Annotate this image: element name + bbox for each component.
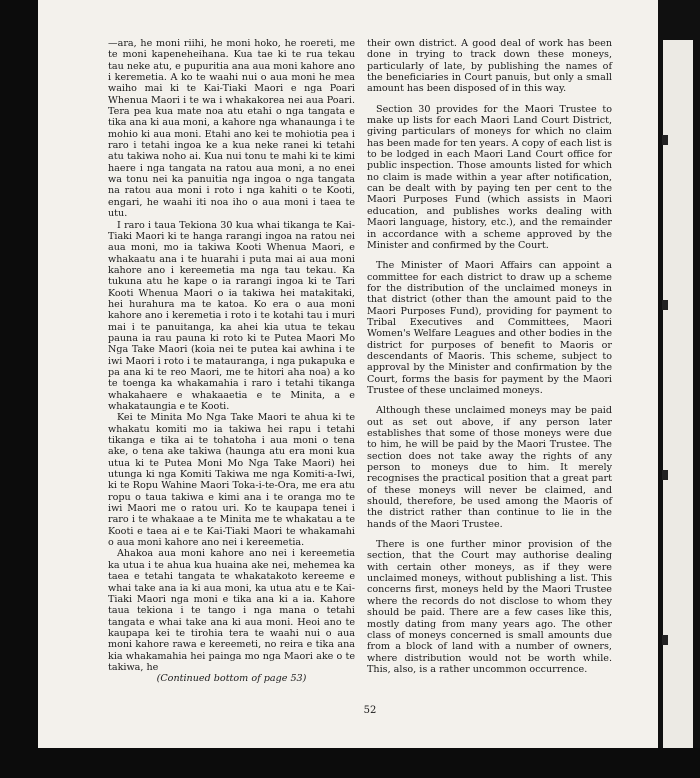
article-paragraph: Although these unclaimed moneys may be paid out as set out above, if any person later establishes that some of those moneys were due to him, he will be paid by the Maori Trustee. The section does not take away the rights of any person to moneys due to him. It merely recognises the practical position that a great part of these moneys will never be claimed, and should, therefore, be used among the Maoris of the district rather than continue to lie in the hands of the Maori Trustee. — [367, 405, 612, 530]
binding-mark — [662, 470, 668, 480]
continued-note: (Continued bottom of page 53) — [156, 673, 307, 685]
article-paragraph: Ahakoa aua moni kahore ano nei i kereemetia ka utua i te ahua kua huaina ake nei, mehemea ka taea e tetahi tangata te whakatakoto kereeme e whai take ana ia ki aua moni, ka utua atu e te Kai-Tiaki Maori nga moni e tika ana ki a ia. Kahore taua tekiona i te tango i nga mana o tetahi tangata e whai take ana ki aua moni. Heoi ano te kaupapa kei te tirohia tera te waahi nui o aua moni kahore rawa e kereemeti, no reira e tika ana kia whakamahia hei painga mo nga Maori ake o te takiwa, he — [108, 548, 355, 673]
article-paragraph: I raro i taua Tekiona 30 kua whai tikanga te Kai-Tiaki Maori ki te hanga rarangi ingoa na ratou nei aua moni, mo ia takiwa Kooti Whenua Maori, e whakaatu ana i te huarahi i puta mai ai aua moni kahore ano i kereemetia ma nga tau tekau. Ka tukuna atu he kape o ia rarangi ingoa ki te Tari Kooti Whenua Maori o ia takiwa hei matakitaki, hei hurahura ma te katoa. Ko era o aua moni kahore ano i keremetia i roto i te kotahi tau i muri mai i te panuitanga, ka ahei kia utua te tekau pauna ia rau pauna ki roto ki te Putea Maori Mo Nga Take Maori (koia nei te putea kai awhina i te iwi Maori i roto i te matauranga, i nga pukapuka e pa ana ki te reo Maori, me te hitori aha noa) a ko te toenga ka whakamahia i raro i tetahi tikanga whakahaere e whakaaetia e te Minita, a e whakataungia e te Kooti. — [108, 219, 355, 412]
article-paragraph: Section 30 provides for the Maori Trustee to make up lists for each Maori Land Court District, giving particulars of moneys for which no claim has been made for ten years. A copy of each list is to be lodged in each Maori Land Court office for public inspection. Those amounts listed for which no claim is made within a year after notification, can be dealt with by paying ten per cent to the Maori Purposes Fund (which assists in Maori education, and publishes works dealing with Maori language, history, etc.), and the remainder in accordance with a scheme approved by the Minister and confirmed by the Court. — [367, 103, 612, 251]
facing-page-edge — [663, 40, 693, 778]
page-number: 52 — [363, 705, 377, 716]
binding-mark — [662, 135, 668, 145]
article-paragraph: Kei te Minita Mo Nga Take Maori te ahua ki te whakatu komiti mo ia takiwa hei rapu i tetahi tikanga e tika ai te tohatoha i aua moni o tena ake, o tena ake takiwa (haunga atu era moni kua utua ki te Putea Moni Mo Nga Take Maori) hei utunga ki nga Komiti Takiwa me nga Komiti-a-Iwi, ki te Ropu Wahine Maori Toka-i-te-Ora, me era atu ropu o taua takiwa e kimi ana i te oranga mo te iwi Maori me o ratou uri. Ko te kaupapa tenei i raro i te whakaae a te Minita me te whakatau a te Kooti e taea ai e te Kai-Tiaki Maori te whakamahi o aua moni kahore ano nei i kereemetia. — [108, 412, 355, 549]
scan-border-left — [0, 0, 38, 778]
article-paragraph: —ara, he moni riihi, he moni hoko, he roereti, me te moni kapeneheihana. Kua tae ki te rua tekau tau neke atu, e pupuritia ana aua moni kahore ano i keremetia. A ko te waahi nui o aua moni he mea waiho mai ki te Kai-Tiaki Maori e nga Poari Whenua Maori i te wa i whakakorea nei aua Poari. Tera pea kua mate noa atu etahi o nga tangata e tika ana ki aua moni, a kahore nga whanaunga i te mohio ki aua moni. Etahi ano kei te mohiotia pea i raro i tetahi ingoa ke a kua neke ranei ki tetahi atu takiwa noho ai. Kua nui tonu te mahi ki te kimi haere i nga tangata na ratou aua moni, a no enei wa tonu nei ka panuitia nga ingoa o nga tangata na ratou aua moni i roto i nga kahiti o te Kooti, engari, he waahi iti noa iho o aua moni i taea te utu. — [108, 38, 355, 220]
article-paragraph: The Minister of Maori Affairs can appoint a committee for each district to draw up a scheme for the distribution of the unclaimed moneys in that district (other than the amount paid to the Maori Purposes Fund), providing for payment to Tribal Executives and Committees, Maori Women's Welfare Leagues and other bodies in the district for purposes of benefit to Maoris or descendants of Maoris. This scheme, subject to approval by the Minister and confirmation by the Court, forms the basis for payment by the Maori Trustee of these unclaimed moneys. — [367, 260, 612, 396]
maori-text-column — [108, 38, 355, 685]
scan-border-bottom — [0, 748, 700, 778]
binding-mark — [662, 300, 668, 310]
english-text-column — [367, 38, 612, 675]
article-paragraph: There is one further minor provision of the section, that the Court may authorise dealing with certain other moneys, as if they were unclaimed moneys, without publishing a list. This concerns first, moneys held by the Maori Trustee where the records do not disclose to whom they should be paid. There are a few cases like this, mostly dating from many years ago. The other class of moneys concerned is small amounts due from a block of land with a number of owners, where distribution would not be worth while. This, also, is a rather uncommon occurrence. — [367, 539, 612, 675]
article-paragraph: their own district. A good deal of work has been done in trying to track down these moneys, particularly of late, by publishing the names of the beneficiaries in Court panuis, but only a small amount has been disposed of in this way. — [367, 38, 612, 95]
binding-mark — [662, 635, 668, 645]
